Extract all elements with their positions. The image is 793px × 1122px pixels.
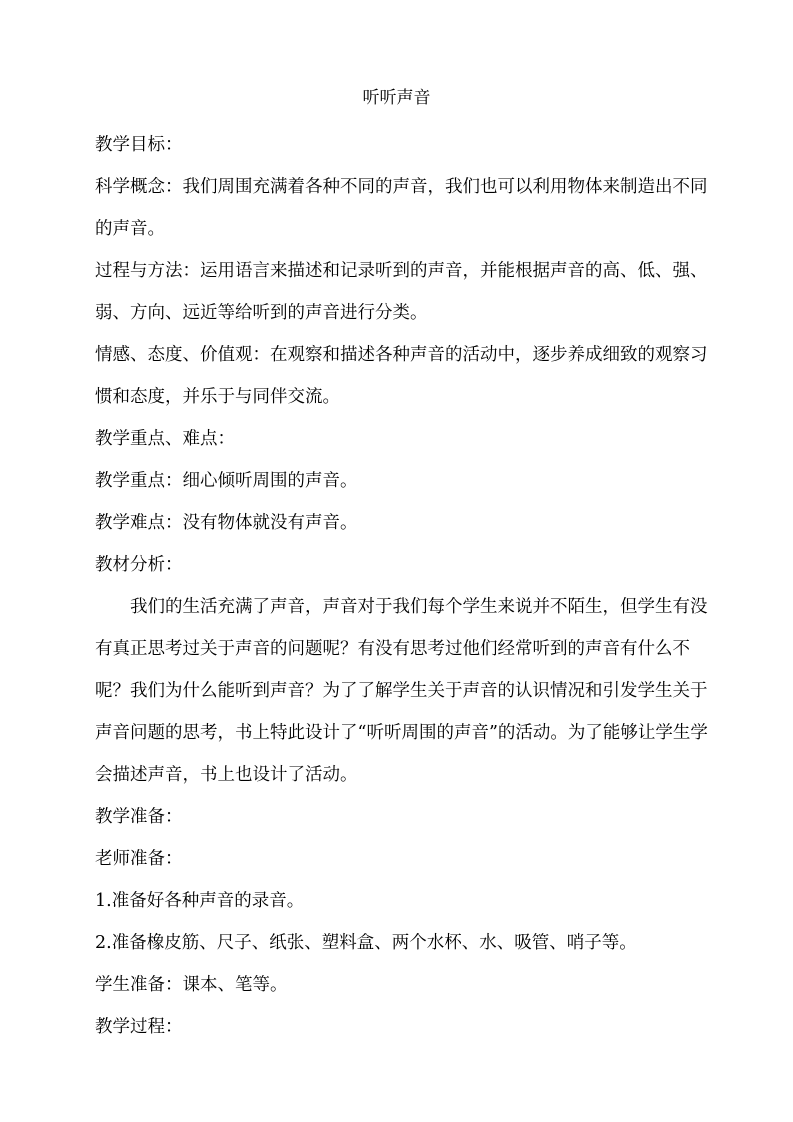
section-heading-teaching-process: 教学过程： — [95, 1017, 183, 1037]
list-item-materials: 2.准备橡皮筋、尺子、纸张、塑料盒、两个水杯、水、吸管、哨子等。 — [95, 933, 637, 953]
paragraph-key-point: 教学重点：细心倾听周围的声音。 — [95, 471, 358, 491]
paragraph-emotion-attitude: 情感、态度、价值观：在观察和描述各种声音的活动中，逐步养成细致的观察习惯和态度，并乐于与同伴交流。 — [95, 345, 708, 407]
section-heading-material-analysis: 教材分析： — [95, 555, 183, 575]
section-heading-teaching-preparation: 教学准备： — [95, 807, 183, 827]
paragraph-difficult-point: 教学难点：没有物体就没有声音。 — [95, 513, 358, 533]
paragraph-process-method: 过程与方法：运用语言来描述和记录听到的声音，并能根据声音的高、低、强、弱、方向、远近等给听到的声音进行分类。 — [95, 261, 708, 323]
document-body — [95, 124, 715, 1048]
paragraph-student-preparation: 学生准备：课本、笔等。 — [95, 975, 288, 995]
paragraph-teacher-preparation: 老师准备： — [95, 849, 183, 869]
document-title: 听听声音 — [362, 88, 431, 108]
section-heading-teaching-goals: 教学目标： — [95, 135, 183, 155]
list-item-recordings: 1.准备好各种声音的录音。 — [95, 891, 305, 911]
paragraph-material-analysis: 我们的生活充满了声音，声音对于我们每个学生来说并不陌生，但学生有没有真正思考过关于声音的问题呢？有没有思考过他们经常听到的声音有什么不呢？我们为什么能听到声音？为了了解学生关于声音的认识情况和引发学生关于声音问题的思考，书上特此设计了“听听周围的声音”的活动。为了能够让学生学会描述声音，书上也设计了活动。 — [95, 597, 708, 785]
section-heading-key-points: 教学重点、难点： — [95, 429, 235, 449]
paragraph-science-concept: 科学概念：我们周围充满着各种不同的声音，我们也可以利用物体来制造出不同的声音。 — [95, 177, 708, 239]
